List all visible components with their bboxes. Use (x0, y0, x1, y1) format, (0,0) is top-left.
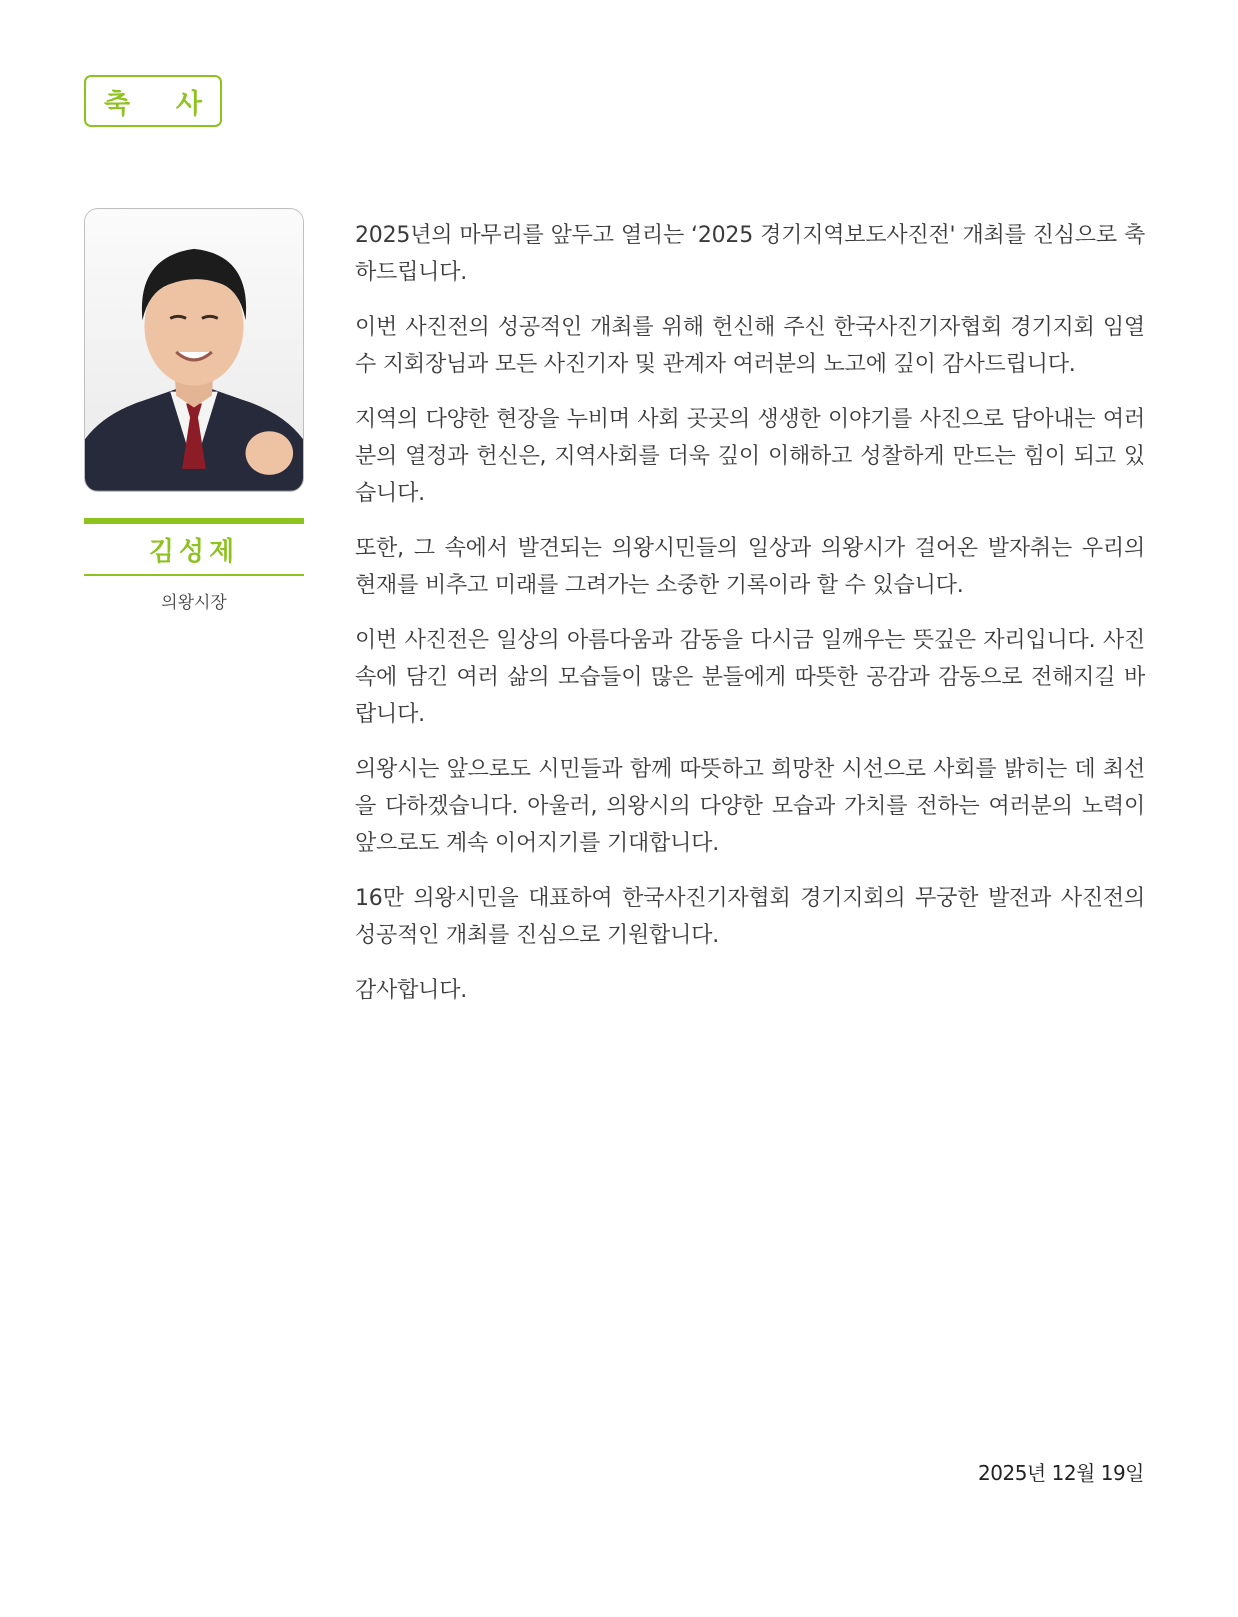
section-title-char-1: 축 (104, 88, 131, 120)
portrait-photo (84, 208, 304, 492)
person-position: 의왕시장 (161, 593, 227, 613)
person-name: 김성제 (148, 536, 240, 567)
paragraph: 의왕시는 앞으로도 시민들과 함께 따뜻하고 희망찬 시선으로 사회를 밝히는 데 최선을 다하겠습니다. 아울러, 의왕시의 다양한 모습과 가치를 전하는 여러분의 노력이 앞으로도 계속 이어지기를 기대합니다. (355, 757, 1145, 856)
section-title-char-2: 사 (175, 88, 202, 120)
paragraph: 또한, 그 속에서 발견되는 의왕시민들의 일상과 의왕시가 걸어온 발자취는 우리의 현재를 비추고 미래를 그려가는 소중한 기록이라 할 수 있습니다. (355, 536, 1145, 598)
paragraph: 16만 의왕시민을 대표하여 한국사진기자협회 경기지회의 무궁한 발전과 사진전의 성공적인 개최를 진심으로 기원합니다. (355, 886, 1145, 948)
paragraph: 이번 사진전의 성공적인 개최를 위해 헌신해 주신 한국사진기자협회 경기지회 임열수 지회장님과 모든 사진기자 및 관계자 여러분의 노고에 깊이 감사드립니다. (355, 315, 1145, 377)
message-body (355, 217, 1145, 1027)
date: 2025년 12월 19일 (978, 1461, 1144, 1485)
paragraph: 감사합니다. (355, 978, 468, 1003)
paragraph: 지역의 다양한 현장을 누비며 사회 곳곳의 생생한 이야기를 사진으로 담아내는 여러분의 열정과 헌신은, 지역사회를 더욱 깊이 이해하고 성찰하게 만드는 힘이 되고 있습니다. (355, 407, 1145, 506)
name-block (84, 518, 304, 576)
paragraph: 2025년의 마무리를 앞두고 열리는 ‘2025 경기지역보도사진전' 개최를 진심으로 축하드립니다. (355, 223, 1145, 285)
section-title-badge (84, 75, 222, 127)
paragraph: 이번 사진전은 일상의 아름다움과 감동을 다시금 일깨우는 뜻깊은 자리입니다. 사진 속에 담긴 여러 삶의 모습들이 많은 분들에게 따뜻한 공감과 감동으로 전해지길 바랍니다. (355, 628, 1145, 727)
